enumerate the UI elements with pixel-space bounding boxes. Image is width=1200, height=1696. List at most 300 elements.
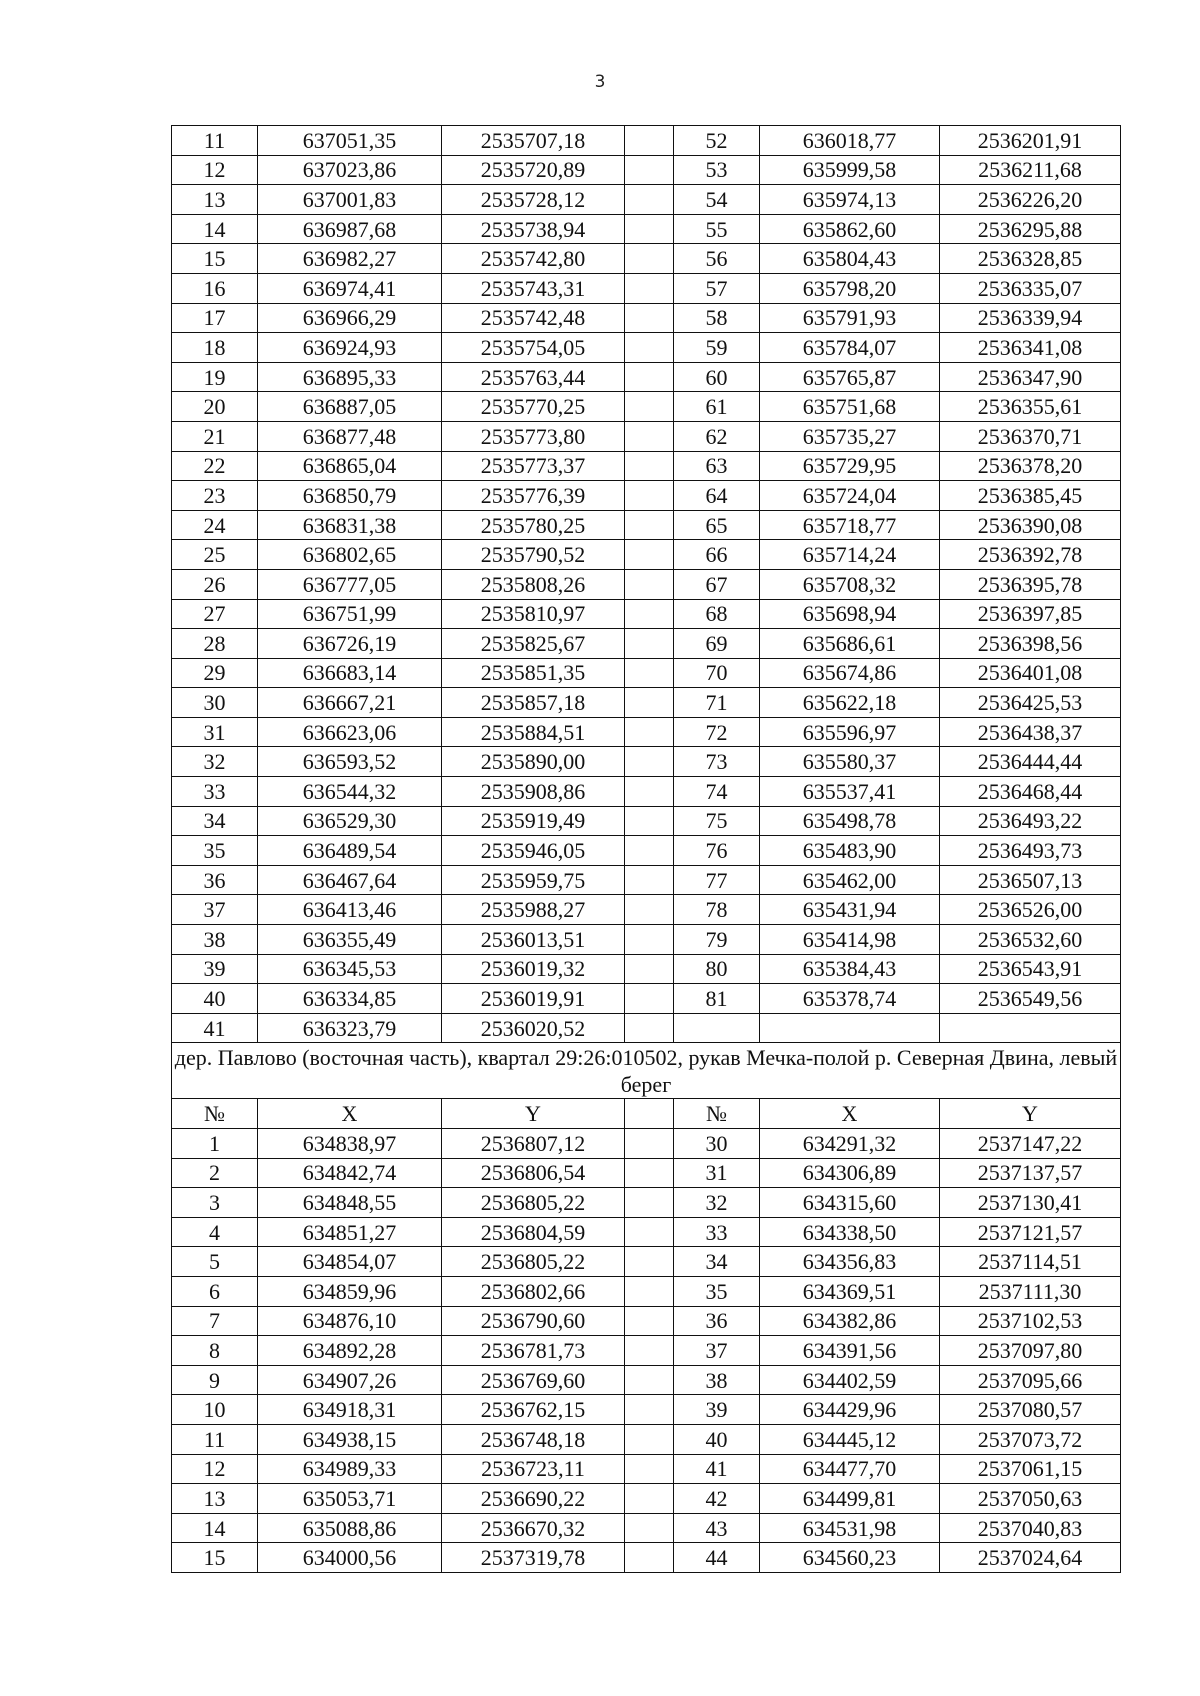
table-row	[172, 185, 1121, 215]
spacer-cell	[625, 1543, 674, 1573]
point-number-cell: 27	[172, 599, 258, 629]
point-number-cell: 80	[674, 954, 760, 984]
y-coordinate-cell: 2535763,44	[442, 362, 625, 392]
y-coordinate-cell: 2536295,88	[940, 214, 1121, 244]
x-coordinate-cell: 635462,00	[760, 865, 940, 895]
point-number-cell: 52	[674, 126, 760, 156]
x-coordinate-cell: 635384,43	[760, 954, 940, 984]
point-number-cell: 40	[674, 1424, 760, 1454]
spacer-cell	[625, 1129, 674, 1159]
table-row	[172, 362, 1121, 392]
x-coordinate-cell: 636355,49	[258, 925, 442, 955]
y-coordinate-cell: 2536390,08	[940, 510, 1121, 540]
y-coordinate-cell: 2535988,27	[442, 895, 625, 925]
y-coordinate-cell: 2536526,00	[940, 895, 1121, 925]
point-number-cell: 1	[172, 1129, 258, 1159]
point-number-cell: 43	[674, 1513, 760, 1543]
x-coordinate-cell: 634859,96	[258, 1276, 442, 1306]
table-row	[172, 1336, 1121, 1366]
x-coordinate-cell: 636966,29	[258, 303, 442, 333]
x-coordinate-cell	[760, 1013, 940, 1043]
point-number-cell: 73	[674, 747, 760, 777]
y-coordinate-cell: 2536226,20	[940, 185, 1121, 215]
spacer-cell	[625, 1158, 674, 1188]
y-coordinate-cell: 2535743,31	[442, 273, 625, 303]
x-coordinate-cell: 636413,46	[258, 895, 442, 925]
point-number-cell: 36	[172, 865, 258, 895]
point-number-cell: 55	[674, 214, 760, 244]
spacer-cell	[625, 865, 674, 895]
point-number-cell: 22	[172, 451, 258, 481]
x-coordinate-cell: 634989,33	[258, 1454, 442, 1484]
y-coordinate-cell: 2536339,94	[940, 303, 1121, 333]
spacer-cell	[625, 1247, 674, 1277]
point-number-cell: 44	[674, 1543, 760, 1573]
spacer-cell	[625, 155, 674, 185]
point-number-cell: 75	[674, 806, 760, 836]
x-coordinate-cell: 634315,60	[760, 1188, 940, 1218]
point-number-cell: 32	[674, 1188, 760, 1218]
spacer-cell	[625, 1306, 674, 1336]
x-coordinate-cell: 635431,94	[760, 895, 940, 925]
spacer-cell	[625, 510, 674, 540]
x-coordinate-cell: 635378,74	[760, 984, 940, 1014]
y-coordinate-cell: 2535825,67	[442, 629, 625, 659]
table-row	[172, 954, 1121, 984]
point-number-cell: 60	[674, 362, 760, 392]
coordinates-table	[171, 125, 1121, 1573]
point-number-cell: 53	[674, 155, 760, 185]
point-number-cell: 67	[674, 569, 760, 599]
point-number-cell: 56	[674, 244, 760, 274]
x-coordinate-cell: 634369,51	[760, 1276, 940, 1306]
table-row	[172, 1129, 1121, 1159]
y-coordinate-cell: 2536802,66	[442, 1276, 625, 1306]
x-coordinate-cell: 636802,65	[258, 540, 442, 570]
y-coordinate-cell: 2535742,48	[442, 303, 625, 333]
spacer-cell	[625, 925, 674, 955]
spacer-cell	[625, 1336, 674, 1366]
x-coordinate-cell: 634918,31	[258, 1395, 442, 1425]
point-number-cell: 62	[674, 421, 760, 451]
x-coordinate-cell: 636544,32	[258, 777, 442, 807]
table-row	[172, 1424, 1121, 1454]
spacer-cell	[625, 1395, 674, 1425]
point-number-cell: 81	[674, 984, 760, 1014]
point-number-cell: 59	[674, 333, 760, 363]
point-number-cell: 11	[172, 126, 258, 156]
table-row	[172, 1276, 1121, 1306]
point-number-cell: 3	[172, 1188, 258, 1218]
point-number-cell: 21	[172, 421, 258, 451]
table-row	[172, 777, 1121, 807]
x-coordinate-cell: 637001,83	[258, 185, 442, 215]
y-coordinate-cell: 2536201,91	[940, 126, 1121, 156]
spacer-cell	[625, 747, 674, 777]
x-coordinate-cell: 636683,14	[258, 658, 442, 688]
point-number-cell: 79	[674, 925, 760, 955]
x-coordinate-cell: 635088,86	[258, 1513, 442, 1543]
table-row	[172, 1306, 1121, 1336]
point-number-cell: 9	[172, 1365, 258, 1395]
point-number-cell: 42	[674, 1484, 760, 1514]
y-coordinate-cell: 2537319,78	[442, 1543, 625, 1573]
point-number-cell: 31	[674, 1158, 760, 1188]
spacer-cell	[625, 1365, 674, 1395]
spacer-cell	[625, 333, 674, 363]
y-coordinate-cell: 2535884,51	[442, 717, 625, 747]
point-number-cell: 33	[674, 1217, 760, 1247]
x-coordinate-cell: 636345,53	[258, 954, 442, 984]
spacer-cell	[625, 806, 674, 836]
x-coordinate-cell: 635580,37	[760, 747, 940, 777]
y-coordinate-cell: 2536781,73	[442, 1336, 625, 1366]
spacer-cell	[625, 569, 674, 599]
point-number-cell: 15	[172, 1543, 258, 1573]
x-coordinate-cell: X	[258, 1099, 442, 1129]
point-number-cell: 66	[674, 540, 760, 570]
x-coordinate-cell: 635791,93	[760, 303, 940, 333]
x-coordinate-cell: 635674,86	[760, 658, 940, 688]
point-number-cell: 77	[674, 865, 760, 895]
y-coordinate-cell: 2536355,61	[940, 392, 1121, 422]
x-coordinate-cell: 636751,99	[258, 599, 442, 629]
point-number-cell: 78	[674, 895, 760, 925]
x-coordinate-cell: 635751,68	[760, 392, 940, 422]
spacer-cell	[625, 1099, 674, 1129]
y-coordinate-cell: 2536543,91	[940, 954, 1121, 984]
point-number-cell: 30	[674, 1129, 760, 1159]
y-coordinate-cell: 2536370,71	[940, 421, 1121, 451]
point-number-cell: 6	[172, 1276, 258, 1306]
point-number-cell: 12	[172, 155, 258, 185]
y-coordinate-cell: 2535919,49	[442, 806, 625, 836]
y-coordinate-cell: 2537050,63	[940, 1484, 1121, 1514]
y-coordinate-cell: 2537024,64	[940, 1543, 1121, 1573]
table-row	[172, 510, 1121, 540]
x-coordinate-cell: 636850,79	[258, 481, 442, 511]
x-coordinate-cell: 635708,32	[760, 569, 940, 599]
spacer-cell	[625, 273, 674, 303]
point-number-cell: 10	[172, 1395, 258, 1425]
x-coordinate-cell: 635622,18	[760, 688, 940, 718]
point-number-cell: 76	[674, 836, 760, 866]
y-coordinate-cell: 2536395,78	[940, 569, 1121, 599]
table-row	[172, 273, 1121, 303]
y-coordinate-cell: 2535857,18	[442, 688, 625, 718]
y-coordinate-cell: 2536468,44	[940, 777, 1121, 807]
table-row	[172, 214, 1121, 244]
spacer-cell	[625, 984, 674, 1014]
y-coordinate-cell: Y	[940, 1099, 1121, 1129]
table-row	[172, 244, 1121, 274]
spacer-cell	[625, 214, 674, 244]
spacer-cell	[625, 421, 674, 451]
y-coordinate-cell: 2537130,41	[940, 1188, 1121, 1218]
y-coordinate-cell: 2536807,12	[442, 1129, 625, 1159]
section-title-row	[172, 1043, 1121, 1099]
spacer-cell	[625, 540, 674, 570]
y-coordinate-cell: 2536532,60	[940, 925, 1121, 955]
y-coordinate-cell: 2536341,08	[940, 333, 1121, 363]
spacer-cell	[625, 658, 674, 688]
y-coordinate-cell: 2536385,45	[940, 481, 1121, 511]
x-coordinate-cell: 635729,95	[760, 451, 940, 481]
x-coordinate-cell: 634838,97	[258, 1129, 442, 1159]
point-number-cell: 31	[172, 717, 258, 747]
x-coordinate-cell: 635974,13	[760, 185, 940, 215]
page-number: 3	[594, 72, 606, 92]
point-number-cell: 8	[172, 1336, 258, 1366]
point-number-cell: 39	[674, 1395, 760, 1425]
table-row	[172, 1013, 1121, 1043]
point-number-cell: 54	[674, 185, 760, 215]
table-row	[172, 688, 1121, 718]
spacer-cell	[625, 954, 674, 984]
y-coordinate-cell: 2536378,20	[940, 451, 1121, 481]
x-coordinate-cell: 635053,71	[258, 1484, 442, 1514]
x-coordinate-cell: 636018,77	[760, 126, 940, 156]
x-coordinate-cell: 635414,98	[760, 925, 940, 955]
table-row	[172, 865, 1121, 895]
table-row	[172, 1247, 1121, 1277]
x-coordinate-cell: 636924,93	[258, 333, 442, 363]
x-coordinate-cell: 634907,26	[258, 1365, 442, 1395]
point-number-cell: 65	[674, 510, 760, 540]
y-coordinate-cell: 2535890,00	[442, 747, 625, 777]
point-number-cell: 38	[172, 925, 258, 955]
y-coordinate-cell: 2536392,78	[940, 540, 1121, 570]
table-row	[172, 599, 1121, 629]
table-row	[172, 451, 1121, 481]
table-row	[172, 481, 1121, 511]
point-number-cell: 15	[172, 244, 258, 274]
point-number-cell: 63	[674, 451, 760, 481]
spacer-cell	[625, 777, 674, 807]
point-number-cell: 13	[172, 185, 258, 215]
x-coordinate-cell: 636529,30	[258, 806, 442, 836]
point-number-cell: 11	[172, 1424, 258, 1454]
y-coordinate-cell: 2537114,51	[940, 1247, 1121, 1277]
y-coordinate-cell: 2536806,54	[442, 1158, 625, 1188]
y-coordinate-cell: 2535810,97	[442, 599, 625, 629]
section-title: дер. Павлово (восточная часть), квартал 29:26:010502, рукав Мечка-полой р. Северная Двина, левый берег	[172, 1043, 1121, 1099]
y-coordinate-cell: 2535770,25	[442, 392, 625, 422]
y-coordinate-cell: 2535808,26	[442, 569, 625, 599]
x-coordinate-cell: 635498,78	[760, 806, 940, 836]
x-coordinate-cell: 636467,64	[258, 865, 442, 895]
table-row	[172, 658, 1121, 688]
point-number-cell: 17	[172, 303, 258, 333]
y-coordinate-cell: 2535742,80	[442, 244, 625, 274]
x-coordinate-cell: 635714,24	[760, 540, 940, 570]
point-number-cell: 29	[172, 658, 258, 688]
point-number-cell: 19	[172, 362, 258, 392]
point-number-cell: 38	[674, 1365, 760, 1395]
point-number-cell: 34	[674, 1247, 760, 1277]
x-coordinate-cell: 634851,27	[258, 1217, 442, 1247]
point-number-cell: 7	[172, 1306, 258, 1336]
y-coordinate-cell: 2537040,83	[940, 1513, 1121, 1543]
table-row	[172, 1454, 1121, 1484]
header-row	[172, 1099, 1121, 1129]
x-coordinate-cell: 635698,94	[760, 599, 940, 629]
x-coordinate-cell: 636667,21	[258, 688, 442, 718]
x-coordinate-cell: 634429,96	[760, 1395, 940, 1425]
y-coordinate-cell: Y	[442, 1099, 625, 1129]
point-number-cell: 30	[172, 688, 258, 718]
x-coordinate-cell: 634892,28	[258, 1336, 442, 1366]
spacer-cell	[625, 1188, 674, 1218]
x-coordinate-cell: 636831,38	[258, 510, 442, 540]
y-coordinate-cell: 2537073,72	[940, 1424, 1121, 1454]
y-coordinate-cell: 2536013,51	[442, 925, 625, 955]
table-row	[172, 569, 1121, 599]
point-number-cell: 70	[674, 658, 760, 688]
spacer-cell	[625, 1484, 674, 1514]
point-number-cell: 14	[172, 1513, 258, 1543]
y-coordinate-cell: 2537097,80	[940, 1336, 1121, 1366]
y-coordinate-cell: 2536549,56	[940, 984, 1121, 1014]
y-coordinate-cell: 2535773,37	[442, 451, 625, 481]
x-coordinate-cell: 637051,35	[258, 126, 442, 156]
x-coordinate-cell: 635798,20	[760, 273, 940, 303]
y-coordinate-cell: 2536397,85	[940, 599, 1121, 629]
point-number-cell: 12	[172, 1454, 258, 1484]
x-coordinate-cell: 634391,56	[760, 1336, 940, 1366]
table-row	[172, 126, 1121, 156]
spacer-cell	[625, 185, 674, 215]
point-number-cell: 68	[674, 599, 760, 629]
y-coordinate-cell: 2535738,94	[442, 214, 625, 244]
y-coordinate-cell: 2536769,60	[442, 1365, 625, 1395]
point-number-cell: 28	[172, 629, 258, 659]
point-number-cell: 61	[674, 392, 760, 422]
table-row	[172, 836, 1121, 866]
spacer-cell	[625, 1513, 674, 1543]
point-number-cell: 64	[674, 481, 760, 511]
point-number-cell	[674, 1013, 760, 1043]
point-number-cell: 58	[674, 303, 760, 333]
y-coordinate-cell: 2536401,08	[940, 658, 1121, 688]
point-number-cell: 37	[674, 1336, 760, 1366]
point-number-cell: 41	[172, 1013, 258, 1043]
point-number-cell: 69	[674, 629, 760, 659]
spacer-cell	[625, 1454, 674, 1484]
spacer-cell	[625, 244, 674, 274]
y-coordinate-cell: 2536762,15	[442, 1395, 625, 1425]
y-coordinate-cell: 2536748,18	[442, 1424, 625, 1454]
x-coordinate-cell: 636895,33	[258, 362, 442, 392]
y-coordinate-cell: 2537061,15	[940, 1454, 1121, 1484]
y-coordinate-cell: 2535946,05	[442, 836, 625, 866]
point-number-cell: 26	[172, 569, 258, 599]
x-coordinate-cell: 636323,79	[258, 1013, 442, 1043]
y-coordinate-cell: 2536211,68	[940, 155, 1121, 185]
x-coordinate-cell: 635804,43	[760, 244, 940, 274]
x-coordinate-cell: 635999,58	[760, 155, 940, 185]
table-row	[172, 747, 1121, 777]
y-coordinate-cell: 2536425,53	[940, 688, 1121, 718]
table-row	[172, 421, 1121, 451]
y-coordinate-cell: 2536507,13	[940, 865, 1121, 895]
point-number-cell: 41	[674, 1454, 760, 1484]
table-row	[172, 1484, 1121, 1514]
x-coordinate-cell: 636593,52	[258, 747, 442, 777]
point-number-cell: 24	[172, 510, 258, 540]
y-coordinate-cell: 2535754,05	[442, 333, 625, 363]
point-number-cell: №	[674, 1099, 760, 1129]
spacer-cell	[625, 895, 674, 925]
spacer-cell	[625, 362, 674, 392]
x-coordinate-cell: 635596,97	[760, 717, 940, 747]
x-coordinate-cell: 634531,98	[760, 1513, 940, 1543]
table-row	[172, 1188, 1121, 1218]
spacer-cell	[625, 717, 674, 747]
point-number-cell: 35	[172, 836, 258, 866]
table-row	[172, 1513, 1121, 1543]
point-number-cell: 34	[172, 806, 258, 836]
spacer-cell	[625, 481, 674, 511]
x-coordinate-cell: 636777,05	[258, 569, 442, 599]
y-coordinate-cell: 2536335,07	[940, 273, 1121, 303]
point-number-cell: №	[172, 1099, 258, 1129]
x-coordinate-cell: 634338,50	[760, 1217, 940, 1247]
point-number-cell: 14	[172, 214, 258, 244]
table-row	[172, 717, 1121, 747]
y-coordinate-cell: 2536328,85	[940, 244, 1121, 274]
y-coordinate-cell: 2536444,44	[940, 747, 1121, 777]
x-coordinate-cell: 635686,61	[760, 629, 940, 659]
y-coordinate-cell: 2535780,25	[442, 510, 625, 540]
point-number-cell: 20	[172, 392, 258, 422]
y-coordinate-cell: 2535773,80	[442, 421, 625, 451]
y-coordinate-cell: 2536347,90	[940, 362, 1121, 392]
x-coordinate-cell: 634499,81	[760, 1484, 940, 1514]
point-number-cell: 4	[172, 1217, 258, 1247]
x-coordinate-cell: 635718,77	[760, 510, 940, 540]
y-coordinate-cell: 2537147,22	[940, 1129, 1121, 1159]
y-coordinate-cell: 2536670,32	[442, 1513, 625, 1543]
spacer-cell	[625, 599, 674, 629]
point-number-cell: 72	[674, 717, 760, 747]
x-coordinate-cell: 634560,23	[760, 1543, 940, 1573]
spacer-cell	[625, 688, 674, 718]
point-number-cell: 35	[674, 1276, 760, 1306]
table-row	[172, 155, 1121, 185]
x-coordinate-cell: 636982,27	[258, 244, 442, 274]
x-coordinate-cell: 636726,19	[258, 629, 442, 659]
x-coordinate-cell: 635537,41	[760, 777, 940, 807]
y-coordinate-cell: 2536805,22	[442, 1247, 625, 1277]
y-coordinate-cell: 2536020,52	[442, 1013, 625, 1043]
spacer-cell	[625, 629, 674, 659]
x-coordinate-cell: 635765,87	[760, 362, 940, 392]
spacer-cell	[625, 303, 674, 333]
x-coordinate-cell: 636974,41	[258, 273, 442, 303]
y-coordinate-cell: 2537137,57	[940, 1158, 1121, 1188]
x-coordinate-cell: 636334,85	[258, 984, 442, 1014]
point-number-cell: 23	[172, 481, 258, 511]
point-number-cell: 25	[172, 540, 258, 570]
y-coordinate-cell: 2537111,30	[940, 1276, 1121, 1306]
y-coordinate-cell: 2537080,57	[940, 1395, 1121, 1425]
table-row	[172, 1543, 1121, 1573]
x-coordinate-cell: 634306,89	[760, 1158, 940, 1188]
x-coordinate-cell: 636987,68	[258, 214, 442, 244]
y-coordinate-cell: 2537121,57	[940, 1217, 1121, 1247]
spacer-cell	[625, 451, 674, 481]
